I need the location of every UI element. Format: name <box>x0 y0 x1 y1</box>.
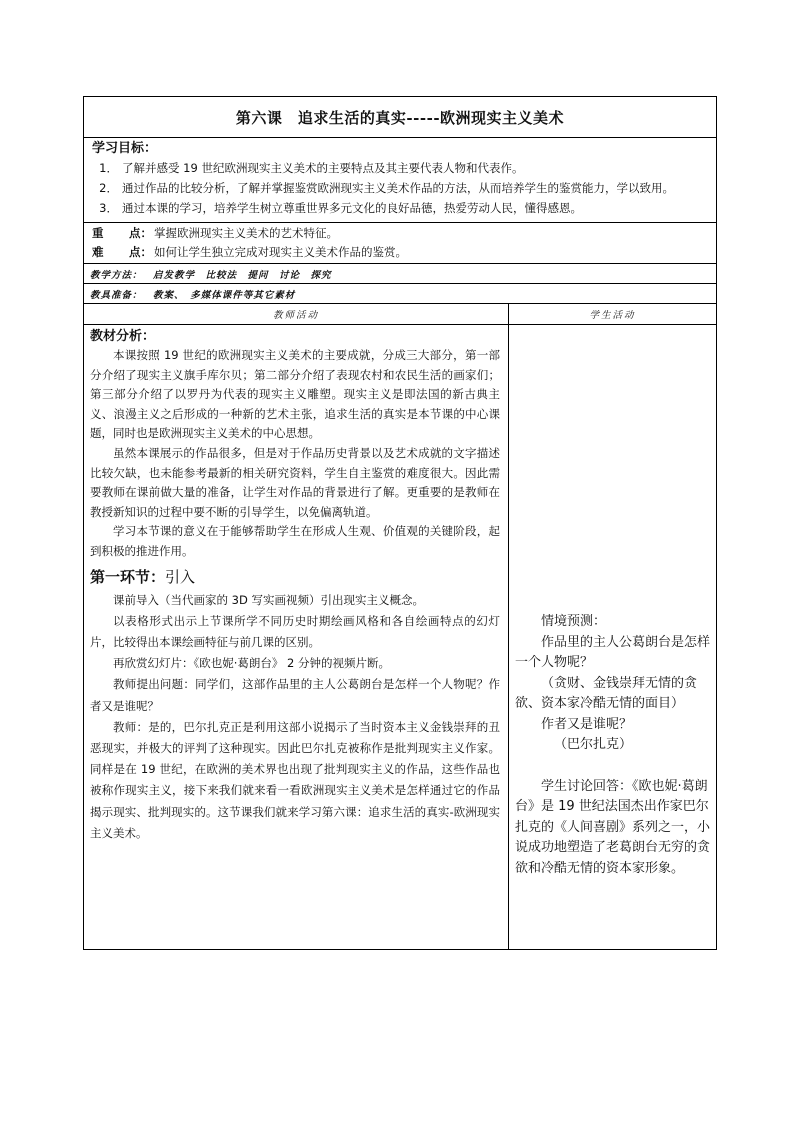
section-one-paragraph: 再欣赏幻灯片：《欧也妮·葛朗台》 2 分钟的视频片断。 <box>113 656 391 671</box>
goal-number: 1． <box>99 161 118 175</box>
goal-text: 通过作品的比较分析，了解并掌握鉴赏欧洲现实主义美术作品的方法，从而培养学生的鉴赏能力，学以致用。 <box>122 181 674 195</box>
section-one-name: 引入 <box>165 567 196 586</box>
activity-header-row <box>84 303 716 324</box>
focus-section <box>84 222 716 263</box>
title-row <box>84 97 716 137</box>
goal-number: 3． <box>99 201 118 215</box>
goal-item <box>92 158 710 178</box>
student-discussion: 学生讨论回答：《欧也妮·葛朗台》是 19 世纪法国杰出作家巴尔扎克的《人间喜剧》系列之一，小说成功地塑造了老葛朗台无穷的贪欲和冷酷无情的资本家形象。 <box>515 778 711 876</box>
activity-body-row <box>84 324 716 949</box>
section-one-heading <box>90 566 500 588</box>
student-activity-header: 学生活动 <box>589 310 636 321</box>
difficult-point-label <box>92 243 154 262</box>
goal-item <box>92 178 710 198</box>
section-one-paragraph: 教师：是的，巴尔扎克正是利用这部小说揭示了当时资本主义金钱崇拜的丑恶现实，并极大的评判了这种现实。因此巴尔扎克被称作是批判现实主义作家。同样是在 19 世纪，在欧洲的美术界也出现了批判现实主义的作品，这些作品也被称作现实主义，接下来我们就来看一看欧洲现实主义美术是怎样通过它的作品揭示现实、批判现实的。这节课我们就来学习第六课：追求生活的真实-欧洲现实主义美术。 <box>90 719 500 840</box>
learning-goals-section <box>84 137 716 222</box>
student-activity-cell <box>509 325 716 949</box>
section-one-paragraph: 课前导入（当代画家的 3D 写实画视频）引出现实主义概念。 <box>113 592 424 607</box>
student-question-one: 作品里的主人公葛朗台是怎样一个人物呢？ <box>515 634 711 670</box>
goal-text: 通过本课的学习，培养学生树立尊重世界多元文化的良好品德，热爱劳动人民，懂得感恩。 <box>122 201 582 215</box>
teacher-activity-cell <box>84 325 509 949</box>
section-one-paragraph: 以表格形式出示上节课所学不同历史时期绘画风格和各自绘画特点的幻灯片，比较得出本课绘画特征与前几课的区别。 <box>90 613 500 649</box>
lesson-title: 第六课 追求生活的真实-----欧洲现实主义美术 <box>235 108 565 127</box>
teaching-methods-row: 教学方法： 启发教学 比较法 提问 讨论 探究 <box>84 263 716 283</box>
section-one-paragraph: 教师提出问题：同学们，这部作品里的主人公葛朗台是怎样一个人物呢？作者又是谁呢？ <box>90 677 500 713</box>
difficult-point-label-a: 难 <box>92 245 104 259</box>
difficult-point-label-b: 点： <box>129 245 152 259</box>
difficult-point-text: 如何让学生独立完成对现实主义美术作品的鉴赏。 <box>154 245 407 259</box>
student-answer-one: （贪财、金钱崇拜无情的贪欲、资本家冷酷无情的面目） <box>515 675 698 711</box>
goal-text: 了解并感受 19 世纪欧洲现实主义美术的主要特点及其主要代表人物和代表作。 <box>122 161 524 175</box>
teaching-tools-row: 教具准备： 教案、 多媒体课件等其它素材 <box>84 283 716 303</box>
spacer <box>515 756 712 777</box>
goal-number: 2． <box>99 181 118 195</box>
section-one-label: 第一环节： <box>90 567 166 586</box>
analysis-paragraph: 学习本节课的意义在于能够帮助学生在形成人生观、价值观的关键阶段，起到积极的推进作用。 <box>90 524 500 558</box>
student-question-two: 作者又是谁呢？ <box>541 716 633 732</box>
key-point-label-a: 重 <box>92 226 104 240</box>
prediction-heading: 情境预测： <box>541 614 607 629</box>
difficult-point-line <box>92 243 710 262</box>
key-point-text: 掌握欧洲现实主义美术的艺术特征。 <box>154 226 338 240</box>
goal-item <box>92 198 710 218</box>
key-point-line <box>92 224 710 243</box>
teacher-activity-header: 教师活动 <box>84 304 509 324</box>
spacer <box>515 325 712 612</box>
analysis-heading: 教材分析： <box>90 329 156 344</box>
key-point-label <box>92 224 154 243</box>
lesson-plan-table <box>83 96 717 950</box>
goals-heading: 学习目标： <box>92 141 158 156</box>
analysis-paragraph: 本课按照 19 世纪的欧洲现实主义美术的主要成就，分成三大部分，第一部分介绍了现实主义旗手库尔贝；第二部分介绍了表现农村和农民生活的画家们；第三部分介绍了以罗丹为代表的现实主义雕塑。现实主义是即法国的新古典主义、浪漫主义之后形成的一种新的艺术主张，追求生活的真实是本节课的中心课题，同时也是欧洲现实主义美术的中心思想。 <box>90 348 500 441</box>
student-answer-two: （巴尔扎克） <box>554 737 633 752</box>
key-point-label-b: 点： <box>129 226 152 240</box>
analysis-paragraph: 虽然本课展示的作品很多，但是对于作品历史背景以及艺术成就的文字描述比较欠缺，也未能参考最新的相关研究资料，学生自主鉴赏的难度很大。因此需要教师在课前做大量的准备，让学生对作品的背景进行了解。更重要的是教师在教授新知识的过程中要不断的引导学生，以免偏离轨道。 <box>90 445 500 519</box>
